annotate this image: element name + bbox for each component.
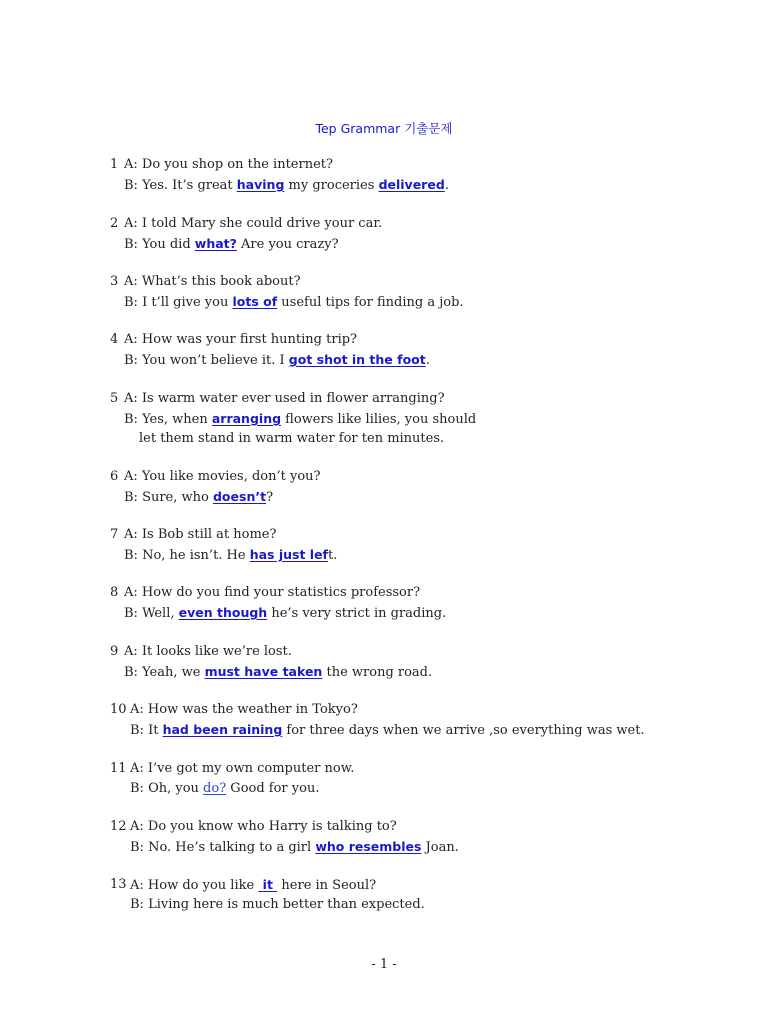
speaker-a-line: A: Is Bob still at home? <box>124 527 277 542</box>
question-number: 4 <box>110 332 119 347</box>
answer-highlight: got shot in the foot <box>288 352 426 367</box>
answer-highlight: having <box>236 177 285 192</box>
question-number: 1 <box>110 157 119 172</box>
speaker-a-line: A: I told Mary she could drive your car. <box>124 216 383 231</box>
speaker-b-line: B: Sure, who doesn’t? <box>124 489 274 505</box>
answer-highlight: must have taken <box>204 664 323 679</box>
speaker-a-line: A: How was the weather in Tokyo? <box>130 702 358 717</box>
speaker-b-line: B: No, he isn’t. He has just left. <box>124 547 338 563</box>
speaker-a-line: A: Is warm water ever used in flower arranging? <box>124 391 445 406</box>
answer-highlight: who resembles <box>315 839 422 854</box>
speaker-b-line: B: You did what? Are you crazy? <box>124 236 339 252</box>
answer-highlight: it <box>258 877 278 892</box>
question-number: 5 <box>110 391 119 406</box>
question-number: 10 <box>110 702 127 717</box>
question-number: 12 <box>110 819 127 834</box>
page-number: - 1 - <box>371 957 397 972</box>
speaker-b-line: B: Living here is much better than expected. <box>130 897 425 912</box>
speaker-b-line: B: Oh, you do? Good for you. <box>130 781 320 796</box>
answer-highlight: has just lef <box>249 547 328 562</box>
speaker-b-line: B: You won’t believe it. I got shot in the foot. <box>124 352 430 368</box>
speaker-b-line: B: Yes, when arranging flowers like lilies, you should <box>124 411 477 427</box>
speaker-a-line: A: Do you shop on the internet? <box>124 157 333 172</box>
speaker-a-line: A: What’s this book about? <box>124 274 301 289</box>
question-number: 6 <box>110 469 119 484</box>
answer-highlight: do? <box>203 781 227 796</box>
speaker-b-line: B: No. He’s talking to a girl who resembles Joan. <box>130 839 459 855</box>
question-number: 13 <box>110 877 127 892</box>
speaker-a-line: A: How was your first hunting trip? <box>124 332 358 347</box>
answer-highlight: delivered <box>378 177 445 192</box>
question-number: 7 <box>110 527 119 542</box>
speaker-a-line: A: You like movies, don’t you? <box>124 469 321 484</box>
question-number: 11 <box>110 761 127 776</box>
answer-highlight: doesn’t <box>212 489 267 504</box>
speaker-b-line: B: Yes. It’s great having my groceries delivered. <box>124 177 449 193</box>
speaker-b-line: B: It had been raining for three days when we arrive ,so everything was wet. <box>130 722 645 738</box>
speaker-b-line: B: Yeah, we must have taken the wrong road. <box>124 664 433 680</box>
speaker-b-line: B: I t’ll give you lots of useful tips for finding a job. <box>124 294 464 310</box>
question-number: 2 <box>110 216 119 231</box>
speaker-b-continuation: let them stand in warm water for ten minutes. <box>139 431 445 446</box>
answer-highlight: had been raining <box>162 722 283 737</box>
answer-highlight: lots of <box>232 294 278 309</box>
speaker-a-line: A: I’ve got my own computer now. <box>130 761 355 776</box>
page-title: Tep Grammar 기출문제 <box>315 121 453 136</box>
answer-highlight: what? <box>194 236 237 251</box>
speaker-a-line: A: Do you know who Harry is talking to? <box>130 819 397 834</box>
speaker-a-line: A: How do you like it here in Seoul? <box>130 877 377 893</box>
question-number: 8 <box>110 585 119 600</box>
answer-highlight: even though <box>178 605 268 620</box>
speaker-a-line: A: It looks like we’re lost. <box>124 644 292 659</box>
speaker-a-line: A: How do you find your statistics professor? <box>124 585 421 600</box>
answer-highlight: arranging <box>211 411 282 426</box>
question-number: 9 <box>110 644 119 659</box>
question-number: 3 <box>110 274 119 289</box>
speaker-b-line: B: Well, even though he’s very strict in grading. <box>124 605 447 621</box>
